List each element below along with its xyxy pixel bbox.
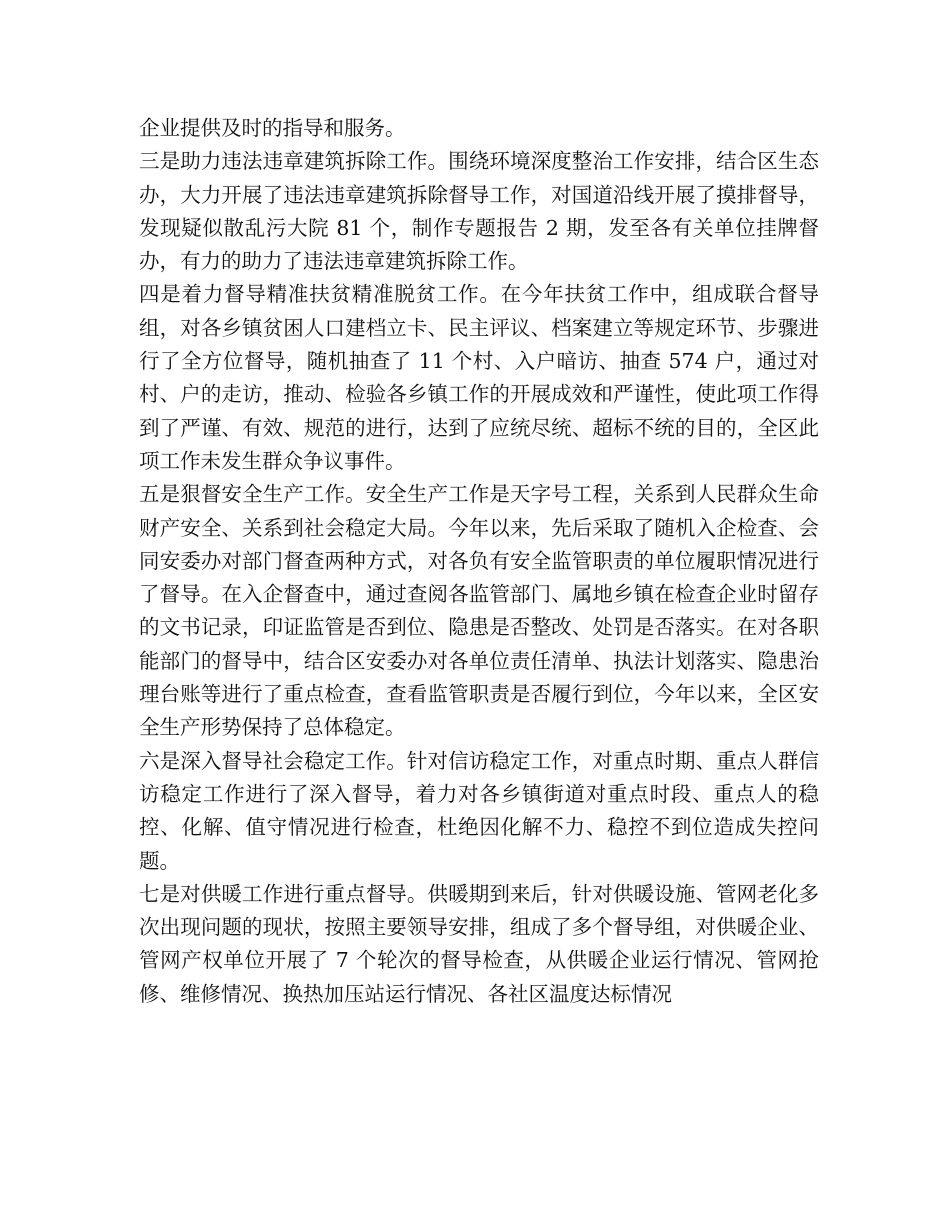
paragraph-illegal-building-demolition: 三是助力违法违章建筑拆除工作。围绕环境深度整治工作安排，结合区生态办，大力开展了违法违章建筑拆除督导工作，对国道沿线开展了摸排督导，发现疑似散乱污大院 81 个，制作专题报告 2 期，发至各有关单位挂牌督办，有力的助力了违法违章建筑拆除工作。 <box>139 149 819 274</box>
paragraph-social-stability: 六是深入督导社会稳定工作。针对信访稳定工作，对重点时期、重点人群信访稳定工作进行了深入督导，着力对各乡镇街道对重点时段、重点人的稳控、化解、值守情况进行检查，杜绝因化解不力、稳控不到位造成失控问题。 <box>139 748 819 873</box>
paragraph-safety-production: 五是狠督安全生产工作。安全生产工作是天字号工程，关系到人民群众生命财产安全、关系到社会稳定大局。今年以来，先后采取了随机入企检查、会同安委办对部门督查两种方式，对各负有安全监管职责的单位履职情况进行了督导。在入企督查中，通过查阅各监管部门、属地乡镇在检查企业时留存的文书记录，印证监管是否到位、隐患是否整改、处罚是否落实。在对各职能部门的督导中，结合区安委办对各单位责任清单、执法计划落实、隐患治理台账等进行了重点检查，查看监管职责是否履行到位，今年以来，全区安全生产形势保持了总体稳定。 <box>139 482 819 740</box>
paragraph-heating-supervision: 七是对供暖工作进行重点督导。供暖期到来后，针对供暖设施、管网老化多次出现问题的现状，按照主要领导安排，组成了多个督导组，对供暖企业、管网产权单位开展了 7 个轮次的督导检查，从供暖企业运行情况、管网抢修、维修情况、换热加压站运行情况、各社区温度达标情况 <box>139 881 819 1006</box>
paragraph-poverty-alleviation: 四是着力督导精准扶贫精准脱贫工作。在今年扶贫工作中，组成联合督导组，对各乡镇贫困人口建档立卡、民主评议、档案建立等规定环节、步骤进行了全方位督导，随机抽查了 11 个村、入户暗访、抽查 574 户，通过对村、户的走访，推动、检验各乡镇工作的开展成效和严谨性，使此项工作得到了严谨、有效、规范的进行，达到了应统尽统、超标不统的目的，全区此项工作未发生群众争议事件。 <box>139 282 819 473</box>
paragraph-continued-service: 企业提供及时的指导和服务。 <box>139 116 406 140</box>
document-body <box>139 112 819 1011</box>
